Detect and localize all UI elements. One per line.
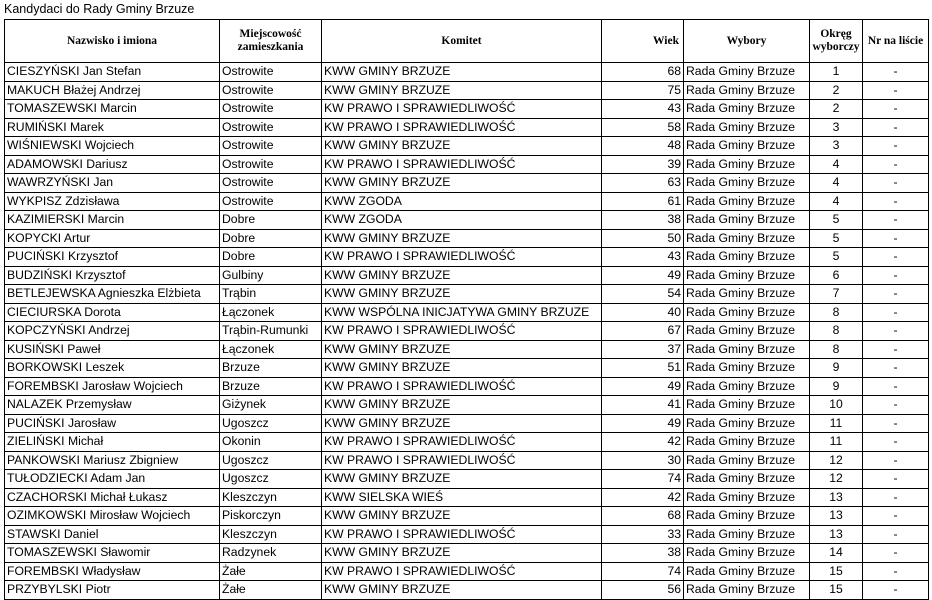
cell-committee[interactable]: KWW GMINY BRZUZE (322, 285, 602, 304)
cell-name[interactable]: WIŚNIEWSKI Wojciech (5, 137, 220, 156)
header-election[interactable]: Wybory (684, 20, 810, 63)
cell-town[interactable]: Dobre (220, 211, 322, 230)
table-row (5, 322, 929, 341)
cell-age[interactable]: 54 (602, 285, 684, 304)
cell-age[interactable]: 50 (602, 229, 684, 248)
cell-district[interactable]: 8 (810, 303, 863, 322)
cell-list-no[interactable]: - (863, 192, 929, 211)
cell-age[interactable]: 74 (602, 562, 684, 581)
cell-district[interactable]: 4 (810, 174, 863, 193)
cell-election[interactable]: Rada Gminy Brzuze (684, 414, 810, 433)
cell-town[interactable]: Giżynek (220, 396, 322, 415)
table-row (5, 248, 929, 267)
cell-age[interactable]: 67 (602, 322, 684, 341)
cell-town[interactable]: Ugoszcz (220, 470, 322, 489)
table-row (5, 562, 929, 581)
table-row (5, 396, 929, 415)
cell-list-no[interactable]: - (863, 174, 929, 193)
cell-committee[interactable]: KW PRAWO I SPRAWIEDLIWOŚĆ (322, 100, 602, 119)
cell-election[interactable]: Rada Gminy Brzuze (684, 544, 810, 563)
cell-election[interactable]: Rada Gminy Brzuze (684, 340, 810, 359)
cell-list-no[interactable]: - (863, 414, 929, 433)
cell-age[interactable]: 49 (602, 377, 684, 396)
cell-election[interactable]: Rada Gminy Brzuze (684, 248, 810, 267)
cell-age[interactable]: 56 (602, 581, 684, 600)
cell-district[interactable]: 3 (810, 118, 863, 137)
cell-committee[interactable]: KWW GMINY BRZUZE (322, 81, 602, 100)
cell-election[interactable]: Rada Gminy Brzuze (684, 211, 810, 230)
cell-list-no[interactable]: - (863, 285, 929, 304)
sheet-title: Kandydaci do Rady Gminy Brzuze (4, 2, 195, 16)
cell-election[interactable]: Rada Gminy Brzuze (684, 525, 810, 544)
cell-list-no[interactable]: - (863, 581, 929, 600)
cell-committee[interactable]: KWW GMINY BRZUZE (322, 63, 602, 82)
table-row (5, 359, 929, 378)
cell-town[interactable]: Ostrowite (220, 118, 322, 137)
cell-town[interactable]: Ostrowite (220, 100, 322, 119)
cell-committee[interactable]: KW PRAWO I SPRAWIEDLIWOŚĆ (322, 377, 602, 396)
cell-district[interactable]: 5 (810, 248, 863, 267)
cell-age[interactable]: 38 (602, 211, 684, 230)
cell-list-no[interactable]: - (863, 544, 929, 563)
cell-name[interactable]: PUCIŃSKI Krzysztof (5, 248, 220, 267)
table-row (5, 525, 929, 544)
cell-name[interactable]: PUCIŃSKI Jarosław (5, 414, 220, 433)
cell-district[interactable]: 15 (810, 581, 863, 600)
candidates-table (4, 19, 929, 600)
cell-election[interactable]: Rada Gminy Brzuze (684, 285, 810, 304)
cell-committee[interactable]: KW PRAWO I SPRAWIEDLIWOŚĆ (322, 525, 602, 544)
cell-election[interactable]: Rada Gminy Brzuze (684, 229, 810, 248)
cell-election[interactable]: Rada Gminy Brzuze (684, 470, 810, 489)
cell-age[interactable]: 63 (602, 174, 684, 193)
cell-election[interactable]: Rada Gminy Brzuze (684, 359, 810, 378)
table-row (5, 544, 929, 563)
cell-age[interactable]: 30 (602, 451, 684, 470)
cell-committee[interactable]: KWW GMINY BRZUZE (322, 266, 602, 285)
cell-name[interactable]: TOMASZEWSKI Marcin (5, 100, 220, 119)
cell-name[interactable]: NALAZEK Przemysław (5, 396, 220, 415)
table-row (5, 174, 929, 193)
cell-age[interactable]: 48 (602, 137, 684, 156)
cell-age[interactable]: 39 (602, 155, 684, 174)
table-row (5, 266, 929, 285)
cell-committee[interactable]: KWW GMINY BRZUZE (322, 414, 602, 433)
cell-town[interactable]: Żałe (220, 562, 322, 581)
cell-election[interactable]: Rada Gminy Brzuze (684, 100, 810, 119)
cell-list-no[interactable]: - (863, 340, 929, 359)
cell-election[interactable]: Rada Gminy Brzuze (684, 63, 810, 82)
cell-name[interactable]: WAWRZYŃSKI Jan (5, 174, 220, 193)
cell-committee[interactable]: KWW GMINY BRZUZE (322, 340, 602, 359)
cell-election[interactable]: Rada Gminy Brzuze (684, 433, 810, 452)
cell-committee[interactable]: KWW GMINY BRZUZE (322, 137, 602, 156)
table-row (5, 192, 929, 211)
table-row (5, 137, 929, 156)
cell-age[interactable]: 42 (602, 488, 684, 507)
cell-name[interactable]: CZACHORSKI Michał Łukasz (5, 488, 220, 507)
cell-town[interactable]: Kleszczyn (220, 525, 322, 544)
cell-district[interactable]: 11 (810, 414, 863, 433)
cell-district[interactable]: 2 (810, 100, 863, 119)
cell-list-no[interactable]: - (863, 359, 929, 378)
cell-election[interactable]: Rada Gminy Brzuze (684, 192, 810, 211)
cell-age[interactable]: 68 (602, 63, 684, 82)
cell-list-no[interactable]: - (863, 377, 929, 396)
cell-district[interactable]: 4 (810, 155, 863, 174)
cell-district[interactable]: 13 (810, 525, 863, 544)
cell-district[interactable]: 4 (810, 192, 863, 211)
cell-election[interactable]: Rada Gminy Brzuze (684, 81, 810, 100)
cell-age[interactable]: 61 (602, 192, 684, 211)
cell-district[interactable]: 8 (810, 322, 863, 341)
header-row (5, 20, 929, 63)
cell-age[interactable]: 42 (602, 433, 684, 452)
cell-committee[interactable]: KWW WSPÓLNA INICJATYWA GMINY BRZUZE (322, 303, 602, 322)
cell-name[interactable]: TUŁODZIECKI Adam Jan (5, 470, 220, 489)
cell-committee[interactable]: KWW GMINY BRZUZE (322, 174, 602, 193)
cell-name[interactable]: CIESZYŃSKI Jan Stefan (5, 63, 220, 82)
table-row (5, 488, 929, 507)
cell-age[interactable]: 68 (602, 507, 684, 526)
cell-election[interactable]: Rada Gminy Brzuze (684, 507, 810, 526)
cell-election[interactable]: Rada Gminy Brzuze (684, 396, 810, 415)
cell-town[interactable]: Gulbiny (220, 266, 322, 285)
cell-town[interactable]: Dobre (220, 248, 322, 267)
cell-district[interactable]: 13 (810, 488, 863, 507)
cell-town[interactable]: Ostrowite (220, 155, 322, 174)
cell-list-no[interactable]: - (863, 118, 929, 137)
table-row (5, 340, 929, 359)
cell-district[interactable]: 15 (810, 562, 863, 581)
cell-town[interactable]: Brzuze (220, 359, 322, 378)
cell-list-no[interactable]: - (863, 322, 929, 341)
cell-name[interactable]: CIECIURSKA Dorota (5, 303, 220, 322)
cell-committee[interactable]: KWW GMINY BRZUZE (322, 229, 602, 248)
table-row (5, 118, 929, 137)
cell-list-no[interactable]: - (863, 562, 929, 581)
cell-election[interactable]: Rada Gminy Brzuze (684, 174, 810, 193)
cell-name[interactable]: BUDZIŃSKI Krzysztof (5, 266, 220, 285)
cell-committee[interactable]: KW PRAWO I SPRAWIEDLIWOŚĆ (322, 433, 602, 452)
cell-age[interactable]: 41 (602, 396, 684, 415)
cell-age[interactable]: 43 (602, 248, 684, 267)
cell-name[interactable]: KOPYCKI Artur (5, 229, 220, 248)
cell-town[interactable]: Ostrowite (220, 63, 322, 82)
table-row (5, 211, 929, 230)
cell-age[interactable]: 33 (602, 525, 684, 544)
cell-town[interactable]: Radzynek (220, 544, 322, 563)
cell-district[interactable]: 3 (810, 137, 863, 156)
table-body (5, 63, 929, 600)
cell-committee[interactable]: KWW GMINY BRZUZE (322, 396, 602, 415)
table-row (5, 414, 929, 433)
header-list-no[interactable]: Nr na liście (863, 20, 929, 63)
cell-age[interactable]: 40 (602, 303, 684, 322)
cell-committee[interactable]: KWW ZGODA (322, 211, 602, 230)
cell-town[interactable]: Dobre (220, 229, 322, 248)
table-row (5, 470, 929, 489)
cell-town[interactable]: Ostrowite (220, 174, 322, 193)
cell-town[interactable]: Trąbin-Rumunki (220, 322, 322, 341)
cell-name[interactable]: ZIELIŃSKI Michał (5, 433, 220, 452)
cell-name[interactable]: FOREMBSKI Władysław (5, 562, 220, 581)
table-row (5, 63, 929, 82)
cell-list-no[interactable]: - (863, 248, 929, 267)
cell-election[interactable]: Rada Gminy Brzuze (684, 562, 810, 581)
cell-district[interactable]: 13 (810, 507, 863, 526)
cell-name[interactable]: BORKOWSKI Leszek (5, 359, 220, 378)
cell-age[interactable]: 58 (602, 118, 684, 137)
cell-list-no[interactable]: - (863, 137, 929, 156)
cell-name[interactable]: WYKPISZ Zdzisława (5, 192, 220, 211)
cell-list-no[interactable]: - (863, 81, 929, 100)
cell-age[interactable]: 49 (602, 414, 684, 433)
cell-committee[interactable]: KW PRAWO I SPRAWIEDLIWOŚĆ (322, 155, 602, 174)
cell-election[interactable]: Rada Gminy Brzuze (684, 118, 810, 137)
cell-committee[interactable]: KWW GMINY BRZUZE (322, 507, 602, 526)
cell-town[interactable]: Łączonek (220, 303, 322, 322)
cell-district[interactable]: 9 (810, 359, 863, 378)
table-row (5, 100, 929, 119)
cell-name[interactable]: ADAMOWSKI Dariusz (5, 155, 220, 174)
cell-name[interactable]: RUMIŃSKI Marek (5, 118, 220, 137)
cell-district[interactable]: 5 (810, 229, 863, 248)
cell-town[interactable]: Żałe (220, 581, 322, 600)
cell-list-no[interactable]: - (863, 488, 929, 507)
cell-committee[interactable]: KWW GMINY BRZUZE (322, 581, 602, 600)
cell-age[interactable]: 38 (602, 544, 684, 563)
cell-town[interactable]: Piskorczyn (220, 507, 322, 526)
cell-name[interactable]: STAWSKI Daniel (5, 525, 220, 544)
cell-list-no[interactable]: - (863, 303, 929, 322)
cell-district[interactable]: 6 (810, 266, 863, 285)
cell-election[interactable]: Rada Gminy Brzuze (684, 266, 810, 285)
cell-town[interactable]: Łączonek (220, 340, 322, 359)
cell-district[interactable]: 9 (810, 377, 863, 396)
cell-committee[interactable]: KW PRAWO I SPRAWIEDLIWOŚĆ (322, 562, 602, 581)
cell-committee[interactable]: KW PRAWO I SPRAWIEDLIWOŚĆ (322, 322, 602, 341)
cell-district[interactable]: 12 (810, 470, 863, 489)
table-header (5, 20, 929, 63)
cell-name[interactable]: MAKUCH Błażej Andrzej (5, 81, 220, 100)
cell-committee[interactable]: KW PRAWO I SPRAWIEDLIWOŚĆ (322, 118, 602, 137)
cell-town[interactable]: Ugoszcz (220, 451, 322, 470)
cell-election[interactable]: Rada Gminy Brzuze (684, 155, 810, 174)
cell-district[interactable]: 11 (810, 433, 863, 452)
cell-town[interactable]: Ostrowite (220, 81, 322, 100)
cell-town[interactable]: Okonin (220, 433, 322, 452)
cell-committee[interactable]: KWW GMINY BRZUZE (322, 544, 602, 563)
cell-district[interactable]: 12 (810, 451, 863, 470)
cell-town[interactable]: Ugoszcz (220, 414, 322, 433)
cell-committee[interactable]: KWW GMINY BRZUZE (322, 359, 602, 378)
cell-district[interactable]: 8 (810, 340, 863, 359)
table-row (5, 229, 929, 248)
header-age[interactable]: Wiek (602, 20, 684, 63)
header-committee[interactable]: Komitet (322, 20, 602, 63)
cell-town[interactable]: Trąbin (220, 285, 322, 304)
cell-list-no[interactable]: - (863, 155, 929, 174)
cell-list-no[interactable]: - (863, 266, 929, 285)
table-row (5, 303, 929, 322)
cell-list-no[interactable]: - (863, 470, 929, 489)
cell-district[interactable]: 2 (810, 81, 863, 100)
table-row (5, 507, 929, 526)
cell-district[interactable]: 5 (810, 211, 863, 230)
cell-name[interactable]: PRZYBYLSKI Piotr (5, 581, 220, 600)
cell-election[interactable]: Rada Gminy Brzuze (684, 137, 810, 156)
cell-list-no[interactable]: - (863, 229, 929, 248)
cell-election[interactable]: Rada Gminy Brzuze (684, 322, 810, 341)
cell-age[interactable]: 51 (602, 359, 684, 378)
table-row (5, 581, 929, 600)
cell-name[interactable]: OZIMKOWSKI Mirosław Wojciech (5, 507, 220, 526)
cell-town[interactable]: Ostrowite (220, 192, 322, 211)
cell-list-no[interactable]: - (863, 433, 929, 452)
cell-district[interactable]: 14 (810, 544, 863, 563)
cell-list-no[interactable]: - (863, 63, 929, 82)
cell-election[interactable]: Rada Gminy Brzuze (684, 581, 810, 600)
cell-committee[interactable]: KWW GMINY BRZUZE (322, 470, 602, 489)
cell-list-no[interactable]: - (863, 396, 929, 415)
cell-list-no[interactable]: - (863, 100, 929, 119)
cell-name[interactable]: TOMASZEWSKI Sławomir (5, 544, 220, 563)
table-row (5, 155, 929, 174)
cell-committee[interactable]: KWW ZGODA (322, 192, 602, 211)
cell-election[interactable]: Rada Gminy Brzuze (684, 451, 810, 470)
cell-election[interactable]: Rada Gminy Brzuze (684, 377, 810, 396)
table-row (5, 377, 929, 396)
cell-age[interactable]: 43 (602, 100, 684, 119)
cell-age[interactable]: 49 (602, 266, 684, 285)
cell-age[interactable]: 37 (602, 340, 684, 359)
cell-committee[interactable]: KWW SIELSKA WIEŚ (322, 488, 602, 507)
cell-age[interactable]: 75 (602, 81, 684, 100)
cell-name[interactable]: BETLEJEWSKA Agnieszka Elżbieta (5, 285, 220, 304)
cell-list-no[interactable]: - (863, 451, 929, 470)
cell-name[interactable]: KAZIMIERSKI Marcin (5, 211, 220, 230)
table-row (5, 433, 929, 452)
cell-town[interactable]: Ostrowite (220, 137, 322, 156)
table-row (5, 81, 929, 100)
cell-district[interactable]: 1 (810, 63, 863, 82)
cell-list-no[interactable]: - (863, 507, 929, 526)
cell-name[interactable]: PANKOWSKI Mariusz Zbigniew (5, 451, 220, 470)
cell-list-no[interactable]: - (863, 211, 929, 230)
table-row (5, 285, 929, 304)
cell-committee[interactable]: KW PRAWO I SPRAWIEDLIWOŚĆ (322, 248, 602, 267)
cell-age[interactable]: 74 (602, 470, 684, 489)
cell-election[interactable]: Rada Gminy Brzuze (684, 303, 810, 322)
header-town[interactable]: Miejscowość zamieszkania (220, 20, 322, 63)
cell-town[interactable]: Brzuze (220, 377, 322, 396)
cell-committee[interactable]: KW PRAWO I SPRAWIEDLIWOŚĆ (322, 451, 602, 470)
cell-name[interactable]: FOREMBSKI Jarosław Wojciech (5, 377, 220, 396)
header-district[interactable]: Okręg wyborczy (810, 20, 863, 63)
cell-list-no[interactable]: - (863, 525, 929, 544)
cell-election[interactable]: Rada Gminy Brzuze (684, 488, 810, 507)
cell-district[interactable]: 10 (810, 396, 863, 415)
table-row (5, 451, 929, 470)
cell-district[interactable]: 7 (810, 285, 863, 304)
cell-name[interactable]: KUSIŃSKI Paweł (5, 340, 220, 359)
cell-town[interactable]: Kleszczyn (220, 488, 322, 507)
cell-name[interactable]: KOPCZYŃSKI Andrzej (5, 322, 220, 341)
header-name[interactable]: Nazwisko i imiona (5, 20, 220, 63)
